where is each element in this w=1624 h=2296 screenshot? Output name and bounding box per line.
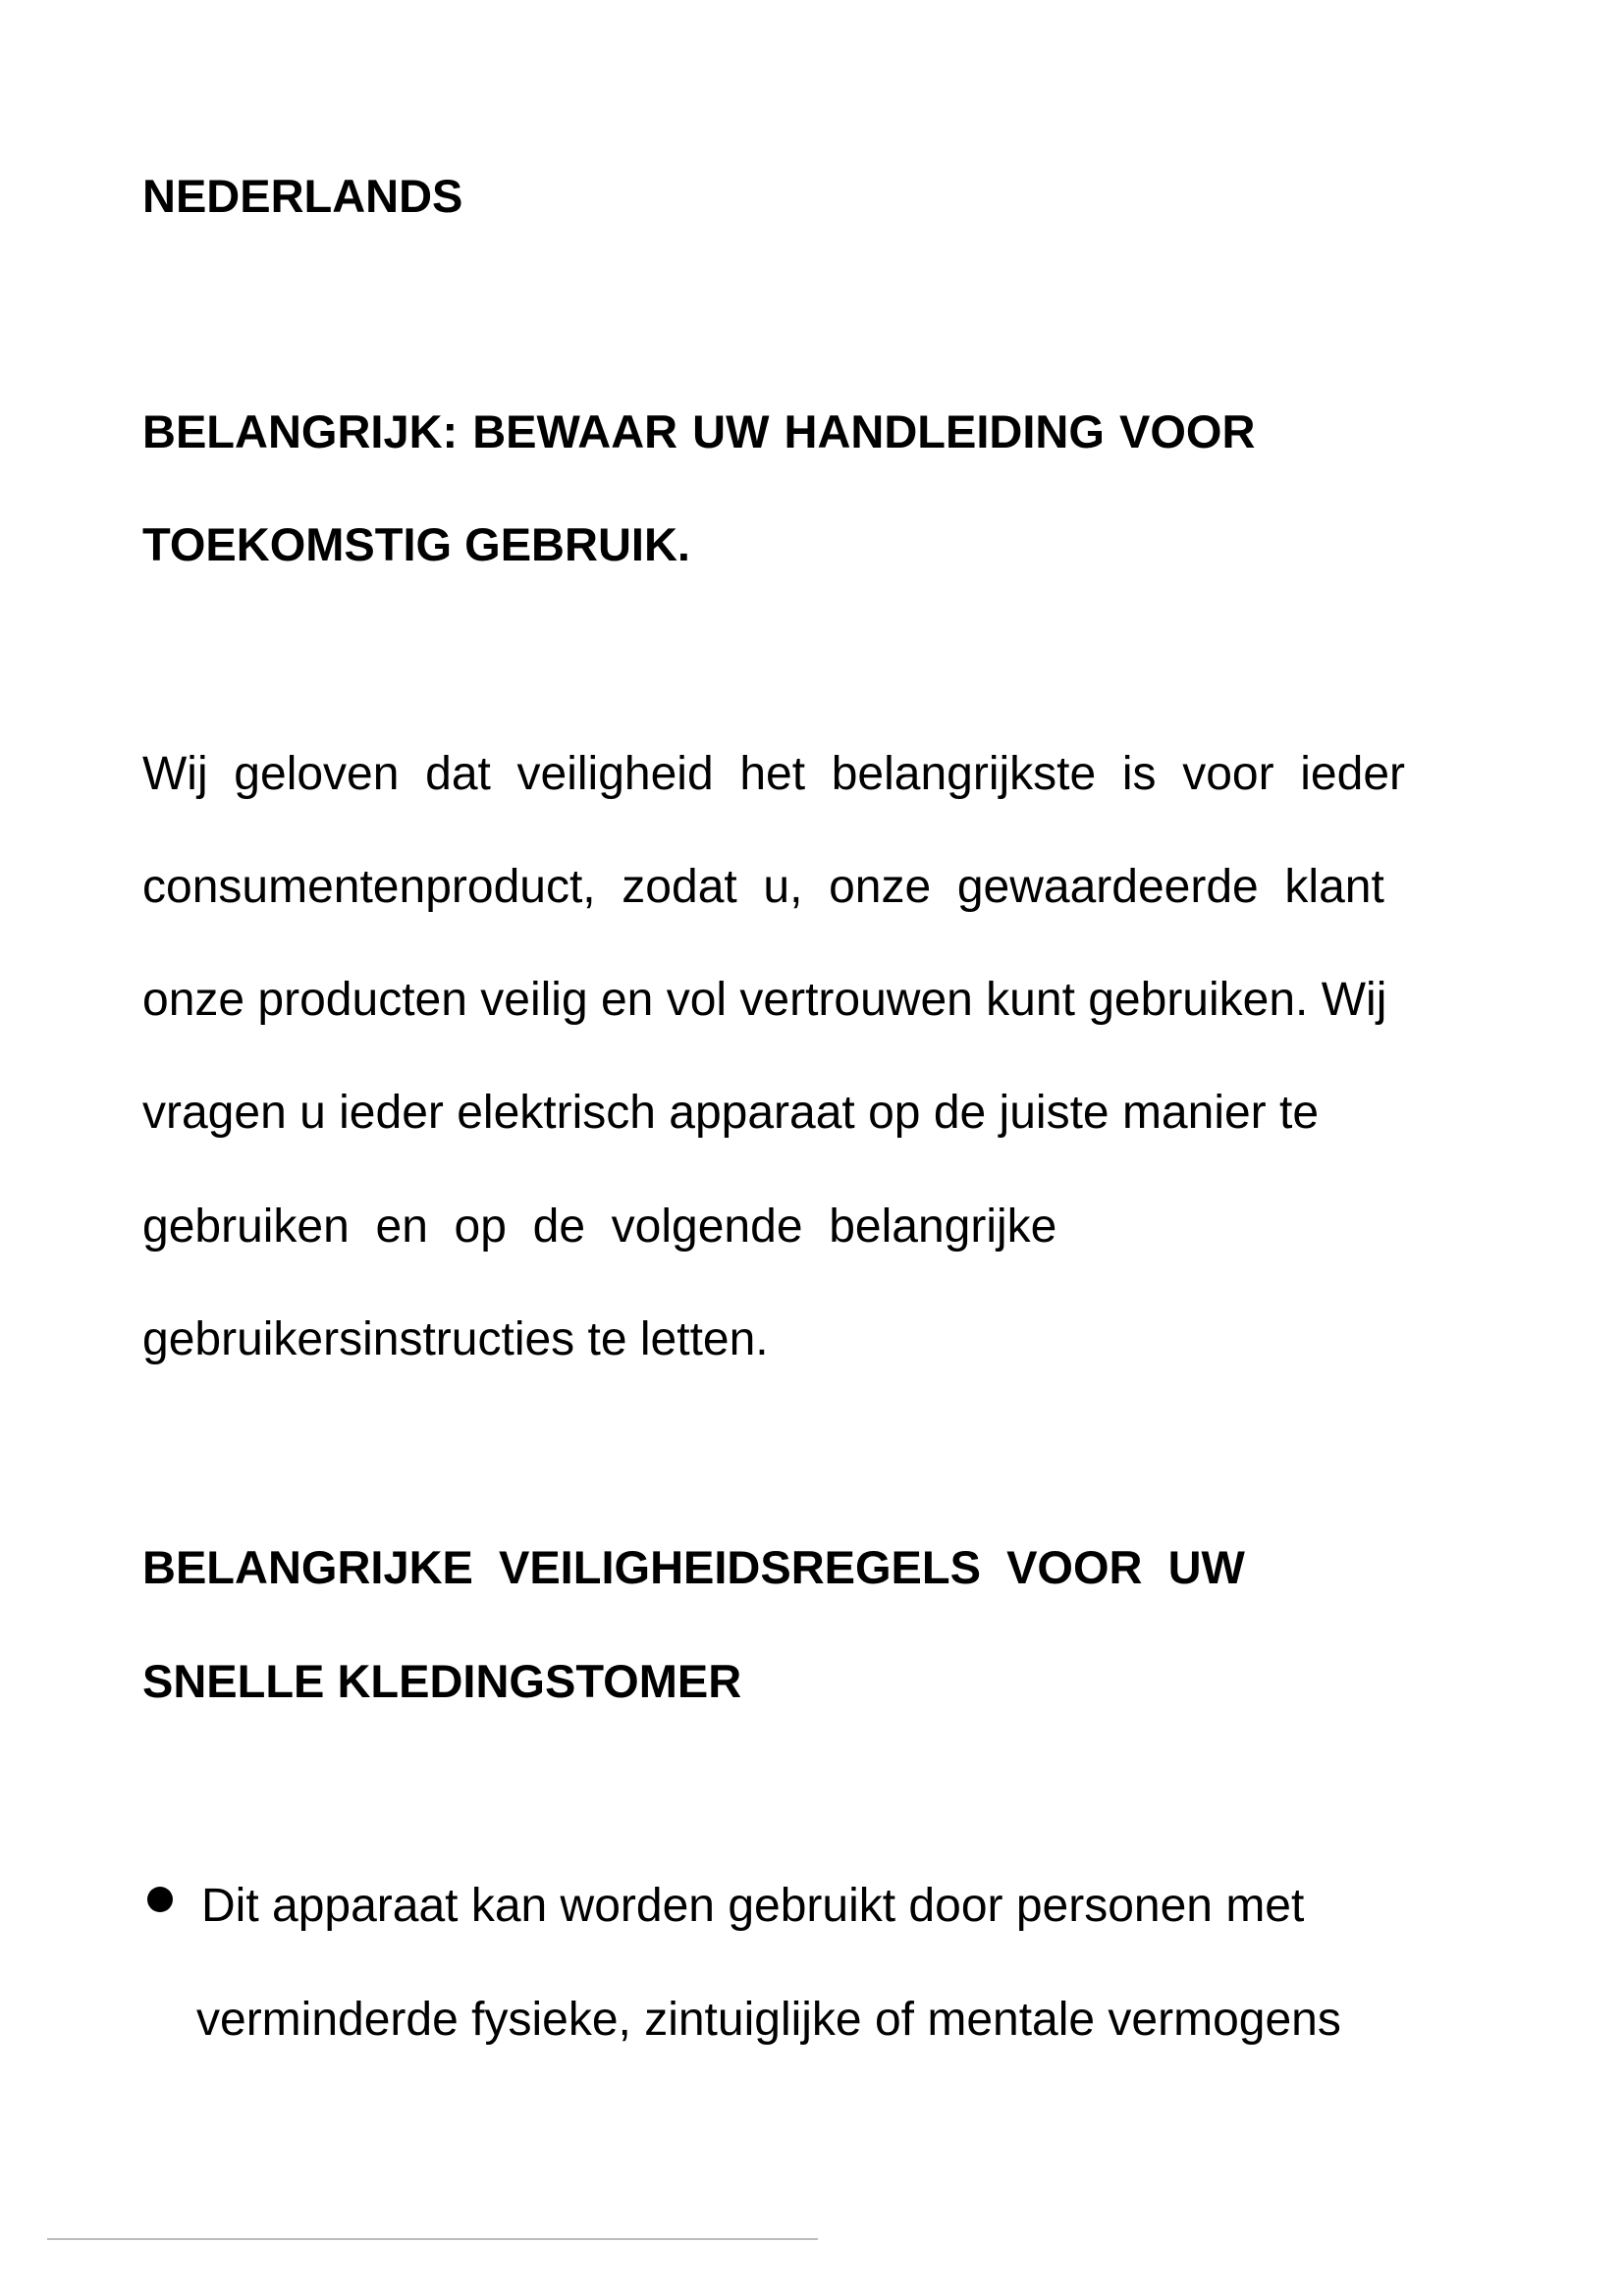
intro-paragraph-line-1: Wij geloven dat veiligheid het belangrijkste is voor ieder [142,748,1405,800]
bullet-1-line-1: Dit apparaat kan worden gebruikt door personen met [201,1880,1305,1932]
language-heading: NEDERLANDS [142,170,463,222]
important-notice-line-2: TOEKOMSTIG GEBRUIK. [142,518,690,570]
bullet-dot-icon [147,1887,173,1912]
intro-paragraph-line-3: onze producten veilig en vol vertrouwen kunt gebruiken. Wij [142,974,1387,1026]
safety-heading-line-1: BELANGRIJKE VEILIGHEIDSREGELS VOOR UW [142,1541,1245,1593]
intro-paragraph-line-4: vragen u ieder elektrisch apparaat op de juiste manier te [142,1087,1320,1139]
intro-paragraph-line-2: consumentenproduct, zodat u, onze gewaardeerde klant [142,861,1384,913]
safety-heading-line-2: SNELLE KLEDINGSTOMER [142,1655,742,1707]
footer-divider [47,2238,818,2240]
intro-paragraph-line-5: gebruiken en op de volgende belangrijke [142,1201,1057,1253]
bullet-1-line-2: verminderde fysieke, zintuiglijke of mentale vermogens [196,1994,1341,2046]
important-notice-line-1: BELANGRIJK: BEWAAR UW HANDLEIDING VOOR [142,405,1256,457]
intro-paragraph-line-6: gebruikersinstructies te letten. [142,1313,769,1365]
